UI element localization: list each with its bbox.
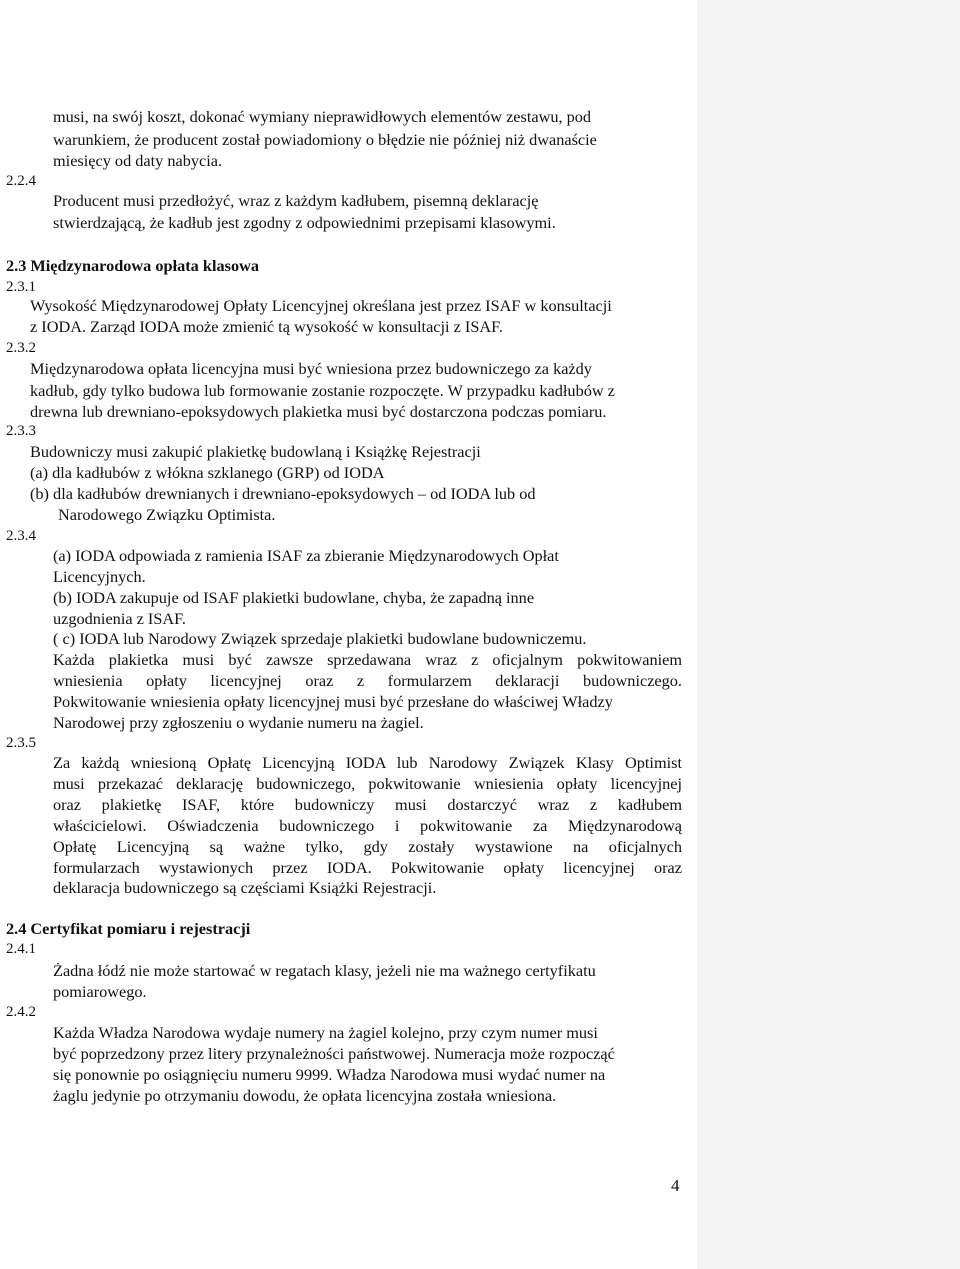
- paragraph-line: się ponownie po osiągnięciu numeru 9999. Władza Narodowa musi wydać numer na: [53, 1065, 606, 1084]
- paragraph-line: żaglu jedynie po otrzymaniu dowodu, że opłata licencyjna została wniesiona.: [53, 1086, 557, 1105]
- paragraph-line: Żadna łódź nie może startować w regatach klasy, jeżeli nie ma ważnego certyfikatu: [53, 961, 596, 980]
- paragraph-line: być poprzedzony przez litery przynależności państwowej. Numeracja może rozpocząć: [53, 1044, 615, 1063]
- paragraph-line: Budowniczy musi zakupić plakietkę budowlaną i Książkę Rejestracji: [30, 442, 481, 461]
- paragraph-line: Licencyjnych.: [53, 567, 146, 586]
- paragraph-line: oraz plakietkę ISAF, które budowniczy musi dostarczyć wraz z kadłubem: [53, 795, 682, 814]
- paragraph-line: pomiarowego.: [53, 982, 147, 1001]
- section-number-2-2-4: 2.2.4: [6, 173, 36, 189]
- right-margin-panel: [697, 0, 960, 1269]
- paragraph-line: (a) IODA odpowiada z ramienia ISAF za zbieranie Międzynarodowych Opłat: [53, 546, 559, 565]
- list-item-b-continued: Narodowego Związku Optimista.: [58, 505, 276, 524]
- paragraph-line: Każda plakietka musi być zawsze sprzedawana wraz z oficjalnym pokwitowaniem: [53, 650, 682, 669]
- list-item-b: (b) dla kadłubów drewnianych i drewniano-epoksydowych – od IODA lub od: [30, 484, 536, 503]
- section-number-2-3-4: 2.3.4: [6, 528, 36, 544]
- section-number-2-4-2: 2.4.2: [6, 1004, 36, 1020]
- paragraph-line: stwierdzającą, że kadłub jest zgodny z odpowiednimi przepisami klasowymi.: [53, 213, 556, 232]
- paragraph-line: Producent musi przedłożyć, wraz z każdym kadłubem, pisemną deklarację: [53, 191, 539, 210]
- section-number-2-3-3: 2.3.3: [6, 423, 36, 439]
- paragraph-line: Za każdą wniesioną Opłatę Licencyjną IODA lub Narodowy Związek Klasy Optimist: [53, 753, 682, 772]
- paragraph-line: formularzach wystawionych przez IODA. Pokwitowanie opłaty licencyjnej oraz: [53, 858, 682, 877]
- paragraph-line: ( c) IODA lub Narodowy Związek sprzedaje plakietki budowlane budowniczemu.: [53, 629, 587, 648]
- paragraph-line: deklaracja budowniczego są częściami Książki Rejestracji.: [53, 878, 437, 897]
- paragraph-line: kadłub, gdy tylko budowa lub formowanie zostanie rozpoczęte. W przypadku kadłubów z: [30, 381, 615, 400]
- section-heading-2-3: 2.3 Międzynarodowa opłata klasowa: [6, 256, 259, 275]
- paragraph-line: Wysokość Międzynarodowej Opłaty Licencyjnej określana jest przez ISAF w konsultacji: [30, 296, 612, 315]
- section-number-2-4-1: 2.4.1: [6, 941, 36, 957]
- paragraph-line: miesięcy od daty nabycia.: [53, 151, 223, 170]
- paragraph-line: Każda Władza Narodowa wydaje numery na żagiel kolejno, przy czym numer musi: [53, 1023, 598, 1042]
- paragraph-line: musi przekazać deklarację budowniczego, pokwitowanie wniesienia opłaty licencyjnej: [53, 774, 682, 793]
- paragraph-line: drewna lub drewniano-epoksydowych plakietka musi być dostarczona podczas pomiaru.: [30, 402, 607, 421]
- paragraph-line: Narodowej przy zgłoszeniu o wydanie numeru na żagiel.: [53, 713, 424, 732]
- paragraph-line: warunkiem, że producent został powiadomiony o błędzie nie później niż dwanaście: [53, 130, 597, 149]
- section-heading-2-4: 2.4 Certyfikat pomiaru i rejestracji: [6, 919, 251, 938]
- paragraph-line: właścicielowi. Oświadczenia budowniczego i pokwitowanie za Międzynarodową: [53, 816, 682, 835]
- section-number-2-3-1: 2.3.1: [6, 279, 36, 295]
- paragraph-line: Pokwitowanie wniesienia opłaty licencyjnej musi być przesłane do właściwej Władzy: [53, 692, 613, 711]
- paragraph-line: z IODA. Zarząd IODA może zmienić tą wysokość w konsultacji z ISAF.: [30, 317, 503, 336]
- paragraph-line: Międzynarodowa opłata licencyjna musi być wniesiona przez budowniczego za każdy: [30, 359, 592, 378]
- paragraph-line: wniesienia opłaty licencyjnej oraz z formularzem deklaracji budowniczego.: [53, 671, 682, 690]
- section-number-2-3-5: 2.3.5: [6, 735, 36, 751]
- page-number: 4: [671, 1176, 680, 1195]
- list-item-a: (a) dla kadłubów z włókna szklanego (GRP) od IODA: [30, 463, 385, 482]
- paragraph-line: (b) IODA zakupuje od ISAF plakietki budowlane, chyba, że zapadną inne: [53, 588, 535, 607]
- paragraph-line: uzgodnienia z ISAF.: [53, 609, 186, 628]
- paragraph-line: musi, na swój koszt, dokonać wymiany nieprawidłowych elementów zestawu, pod: [53, 107, 592, 126]
- paragraph-line: Opłatę Licencyjną są ważne tylko, gdy zostały wystawione na oficjalnych: [53, 837, 682, 856]
- section-number-2-3-2: 2.3.2: [6, 340, 36, 356]
